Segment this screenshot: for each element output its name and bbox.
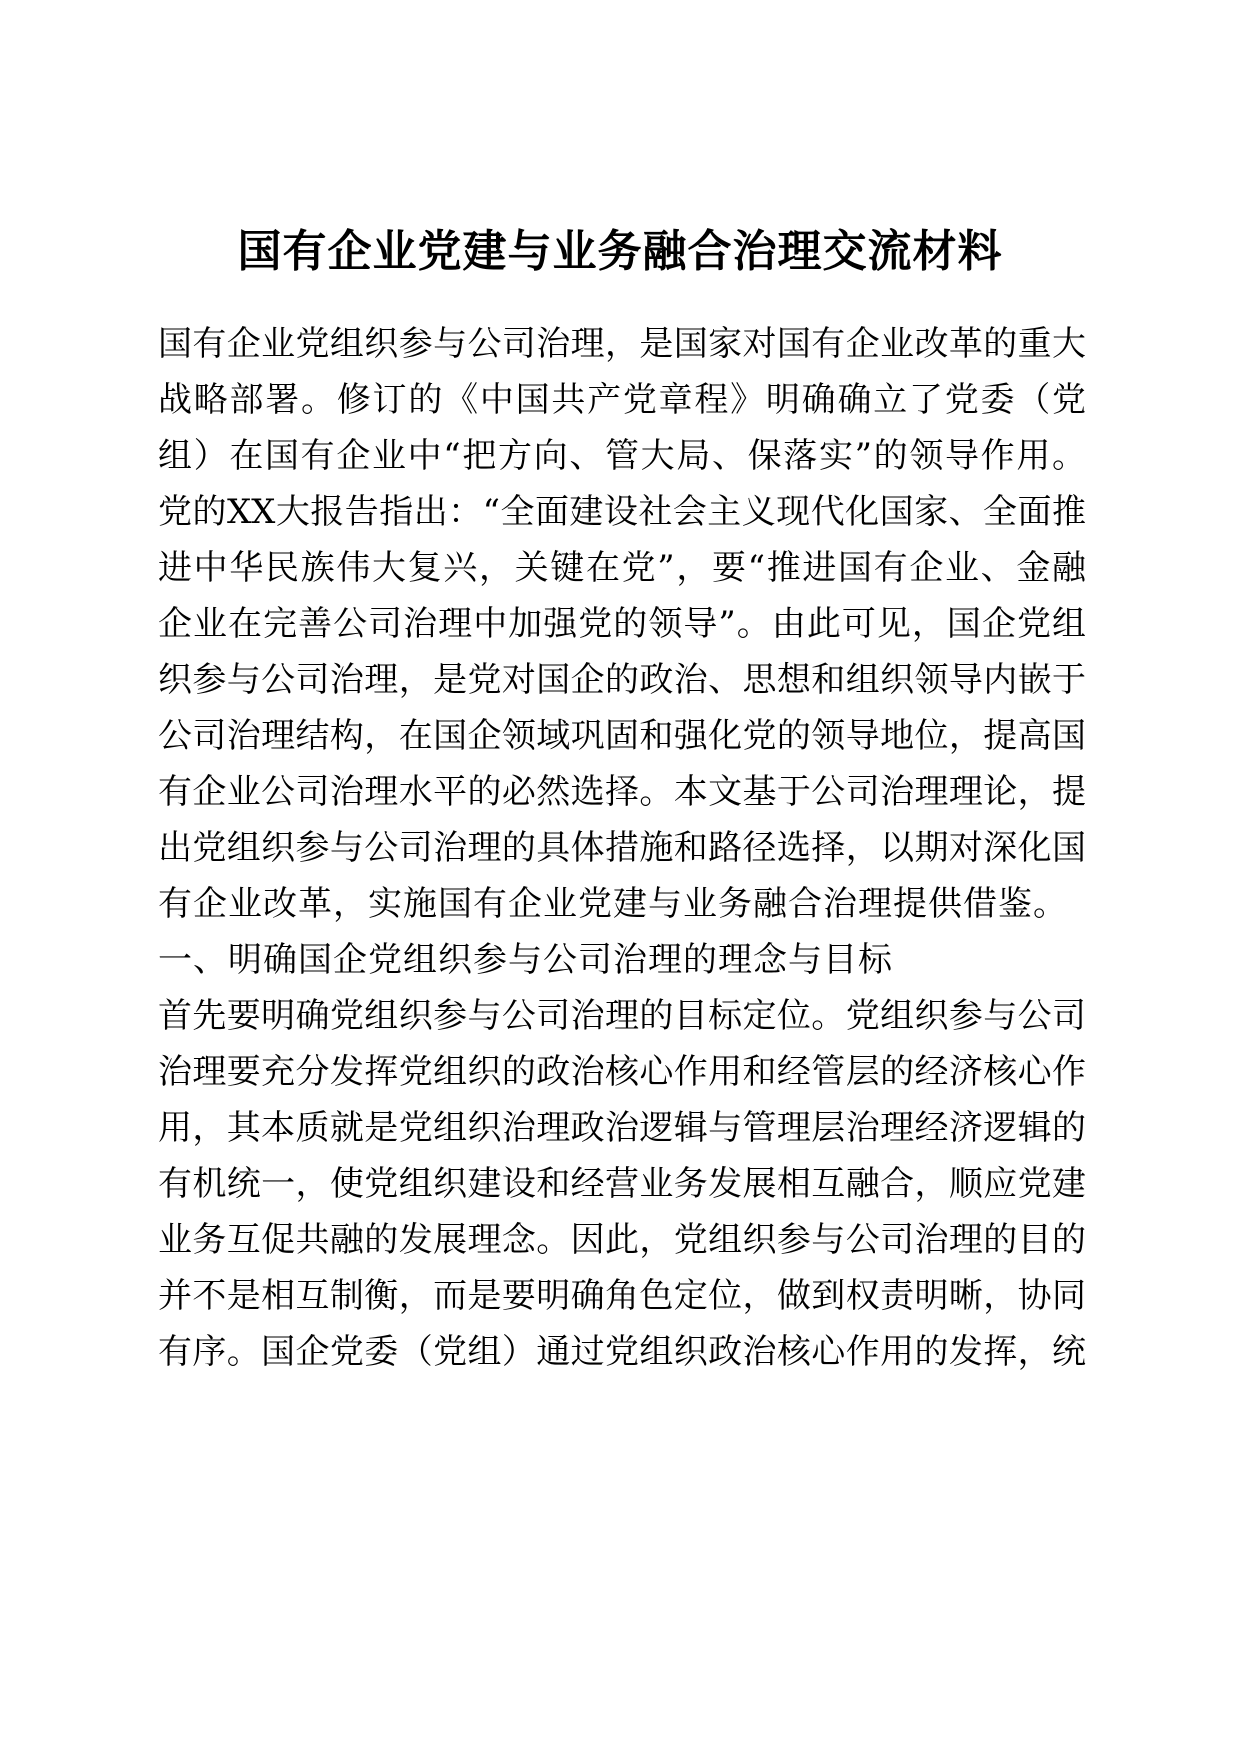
text-line: 业务互促共融的发展理念。因此，党组织参与公司治理的目的 — [158, 1220, 1086, 1260]
text-line: 组）在国有企业中“把方向、管大局、保落实”的领导作用。 — [158, 436, 1086, 476]
text-line: 用，其本质就是党组织治理政治逻辑与管理层治理经济逻辑的 — [158, 1108, 1086, 1148]
text-line: 并不是相互制衡，而是要明确角色定位，做到权责明晰，协同 — [158, 1276, 1086, 1316]
text-line: 治理要充分发挥党组织的政治核心作用和经管层的经济核心作 — [158, 1052, 1086, 1092]
text-line: 公司治理结构，在国企领域巩固和强化党的领导地位，提高国 — [158, 716, 1086, 756]
text-line: 有企业公司治理水平的必然选择。本文基于公司治理理论，提 — [158, 772, 1086, 812]
text-line: 进中华民族伟大复兴，关键在党”，要“推进国有企业、金融 — [158, 548, 1086, 588]
text-line: 织参与公司治理，是党对国企的政治、思想和组织领导内嵌于 — [158, 660, 1086, 700]
section-heading: 一、明确国企党组织参与公司治理的理念与目标 — [158, 940, 893, 980]
text-line: 战略部署。修订的《中国共产党章程》明确确立了党委（党 — [158, 380, 1086, 420]
text-line: 党的XX大报告指出：“全面建设社会主义现代化国家、全面推 — [158, 492, 1086, 532]
document-title: 国有企业党建与业务融合治理交流材料 — [237, 226, 1003, 277]
text-line: 企业在完善公司治理中加强党的领导”。由此可见，国企党组 — [158, 604, 1086, 644]
text-line: 国有企业党组织参与公司治理，是国家对国有企业改革的重大 — [158, 324, 1086, 364]
text-line: 出党组织参与公司治理的具体措施和路径选择，以期对深化国 — [158, 828, 1086, 868]
text-line: 有序。国企党委（党组）通过党组织政治核心作用的发挥，统 — [158, 1332, 1086, 1372]
text-line: 有机统一，使党组织建设和经营业务发展相互融合，顺应党建 — [158, 1164, 1086, 1204]
paragraph-end-line: 有企业改革，实施国有企业党建与业务融合治理提供借鉴。 — [158, 884, 1068, 924]
text-line: 首先要明确党组织参与公司治理的目标定位。党组织参与公司 — [158, 996, 1086, 1036]
